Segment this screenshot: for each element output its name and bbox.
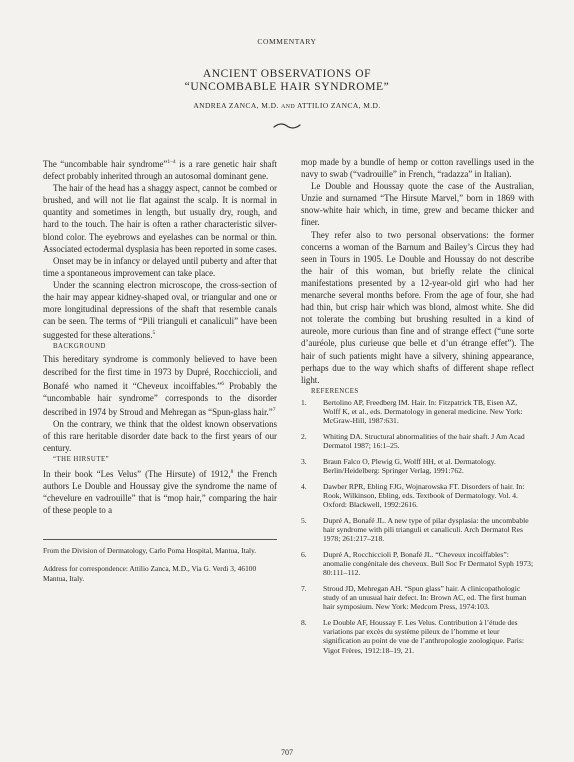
footnote-affiliation: From the Division of Dermatology, Carlo Poma Hospital, Mantua, Italy. <box>43 545 257 555</box>
authors-line <box>0 101 574 110</box>
heading-the-hirsute: “THE HIRSUTE” <box>53 456 110 464</box>
footnotes <box>43 539 277 584</box>
paragraph-les-velus: In their book “Les Velus” (The Hirsute) of 1912,$^8$ the French authors Le Double and Houssay give the syndrome the name of “chevelure en vadrouille” that is “mop hair,” comparing the hair of these people to a <box>43 469 277 516</box>
author-separator: AND <box>280 104 296 110</box>
reference-item: 6. Dupré A, Rocchiccioli P, Bonafé JL. “Cheveux incoiffables”: anomalie congénitale des cheveux. Bull Soc Fr Dermatol Syph 1973; 80:111–112. <box>301 549 534 578</box>
section-label: COMMENTARY <box>257 37 317 46</box>
paragraph-australian: Le Double and Houssay quote the case of the Australian, Unzie and surnamed “The Hirsute Marvel,” born in 1869 with snow-white hair which, in time, grew and became thicker and finer. <box>301 181 534 228</box>
paragraph-microscope: Under the scanning electron microscope, the cross-section of the hair may appear kidney-shaped oval, or triangular and one or more longitudinal depressions of the shaft that resemble canals can be seen. The terms of “Pili trianguli et canaliculi” have been suggested for these alterations.$^5$ <box>43 279 277 341</box>
reference-item: 1. Bertolino AP, Freedberg IM. Hair. In: Fitzpatrick TB, Eisen AZ, Wolff K, et al., eds. Dermatology in general medicine. New York: McGraw-Hill, 1987:631. <box>301 397 523 426</box>
paragraph-intro: The “uncombable hair syndrome”$^{1-4}$ is a rare genetic hair shaft defect probably inherited through an autosomal dominant gene. <box>43 158 277 182</box>
paragraph-observations: They refer also to two personal observations: the former concerns a woman of the Barnum and Bailey’s Circus they had seen in Tours in 1905. Le Double and Houssay do not describe the hair of this woman, but briefly relate the clinical manifestations presented by a 12-year-old girl who had her menarche several months before. From the age of four, she had had thin, but crisp hair which was blond, almost white. She did not tolerate the combing but brushing resulted in a kind of aureole, more curious than fine and of strange effect (“une sorte d’auréole, plus curieuse que belle et d’un étrange effet”). The hair of such patients might have a silvery, shining appearance, perhaps due to the way which shafts of different shape reflect light. <box>301 229 534 385</box>
reference-item: 8. Le Double AF, Houssay F. Les Velus. Contribution à l’étude des variations par excès du système pileux de l’homme et leur signification au point de vue de l’anthropologie zoologique. Paris: Vigot Frères, 1912:18–19, 21. <box>301 617 524 655</box>
heading-background: BACKGROUND <box>53 343 106 351</box>
paragraph-mop: mop made by a bundle of hemp or cotton ravellings used in the navy to swab (“vadrouille” in French, “radazza” in Italian). <box>301 157 534 180</box>
paragraph-hair-aspect: The hair of the head has a shaggy aspect, cannot be combed or brushed, and will not lie flat against the scalp. It is normal in quantity and sometimes in length, but usually dry, rough, and hard to the touch. The hair is often a rather characteristic silver-blond color. The eyebrows and eyelashes can be normal or thin. Associated ectodermal dysplasia has been reported in some cases. <box>43 183 277 254</box>
title-line-2: “UNCOMBABLE HAIR SYNDROME” <box>184 81 390 93</box>
heading-references: REFERENCES <box>311 387 359 395</box>
reference-item: 3. Braun Falco O, Plewig G, Wolff HH, et al. Dermatology. Berlin/Heidelberg: Springer Verlag, 1991:762. <box>301 456 496 476</box>
article-title <box>0 68 574 94</box>
reference-item: 4. Dawber RPR, Ebling FJG, Wojnarowska FT. Disorders of hair. In: Rook, Wilkinson, Ebling, eds. Textbook of Dermatology. Vol. 4. Oxford: Blackwell, 1992:2616. <box>301 481 525 510</box>
left-column <box>43 156 277 583</box>
paragraph-onset: Onset may be in infancy or delayed until puberty and after that time a spontaneous improvement can take place. <box>43 255 277 278</box>
ornament-swash-icon <box>273 122 301 130</box>
reference-item: 5. Dupré A, Bonafé JL. A new type of pilar dysplasia: the uncombable hair syndrome with pili trianguli et canaliculi. Arch Dermatol Res 1978; 261:217–218. <box>301 515 529 544</box>
paragraph-contrary: On the contrary, we think that the oldest known observations of this rare heritable disorder date back to the first years of our century. <box>43 418 277 454</box>
author-2: ATTILIO ZANCA, M.D. <box>297 101 381 110</box>
page-number: 707 <box>281 748 293 757</box>
reference-item: 2. Whiting DA. Structural abnormalities of the hair shaft. J Am Acad Dermatol 1987; 16:1–25. <box>301 431 525 451</box>
footnote-correspondence: Address for correspondence: Attilio Zanca, M.D., Via G. Verdi 3, 46100 Mantua, Italy. <box>43 564 257 583</box>
paragraph-history: This hereditary syndrome is commonly believed to have been described for the first time in 1973 by Dupré, Rocchiccioli, and Bonafé who named it “Cheveux incoiffables.”$^6$ Probably the “uncombable hair syndrome” corresponds to the disorder described in 1974 by Stroud and Mehregan as “Spun-glass hair.”$^7$ <box>43 354 277 417</box>
right-column <box>301 156 534 661</box>
reference-item: 7. Stroud JD, Mehregan AH. “Spun glass” hair. A clinicopathologic study of an unusual hair defect. In: Brown AC, ed. The first human hair symposium. New York: Medcom Press, 1974:103. <box>301 583 527 612</box>
references-list <box>301 398 534 655</box>
author-1: ANDREA ZANCA, M.D. <box>193 101 279 110</box>
title-line-1: ANCIENT OBSERVATIONS OF <box>202 68 372 80</box>
